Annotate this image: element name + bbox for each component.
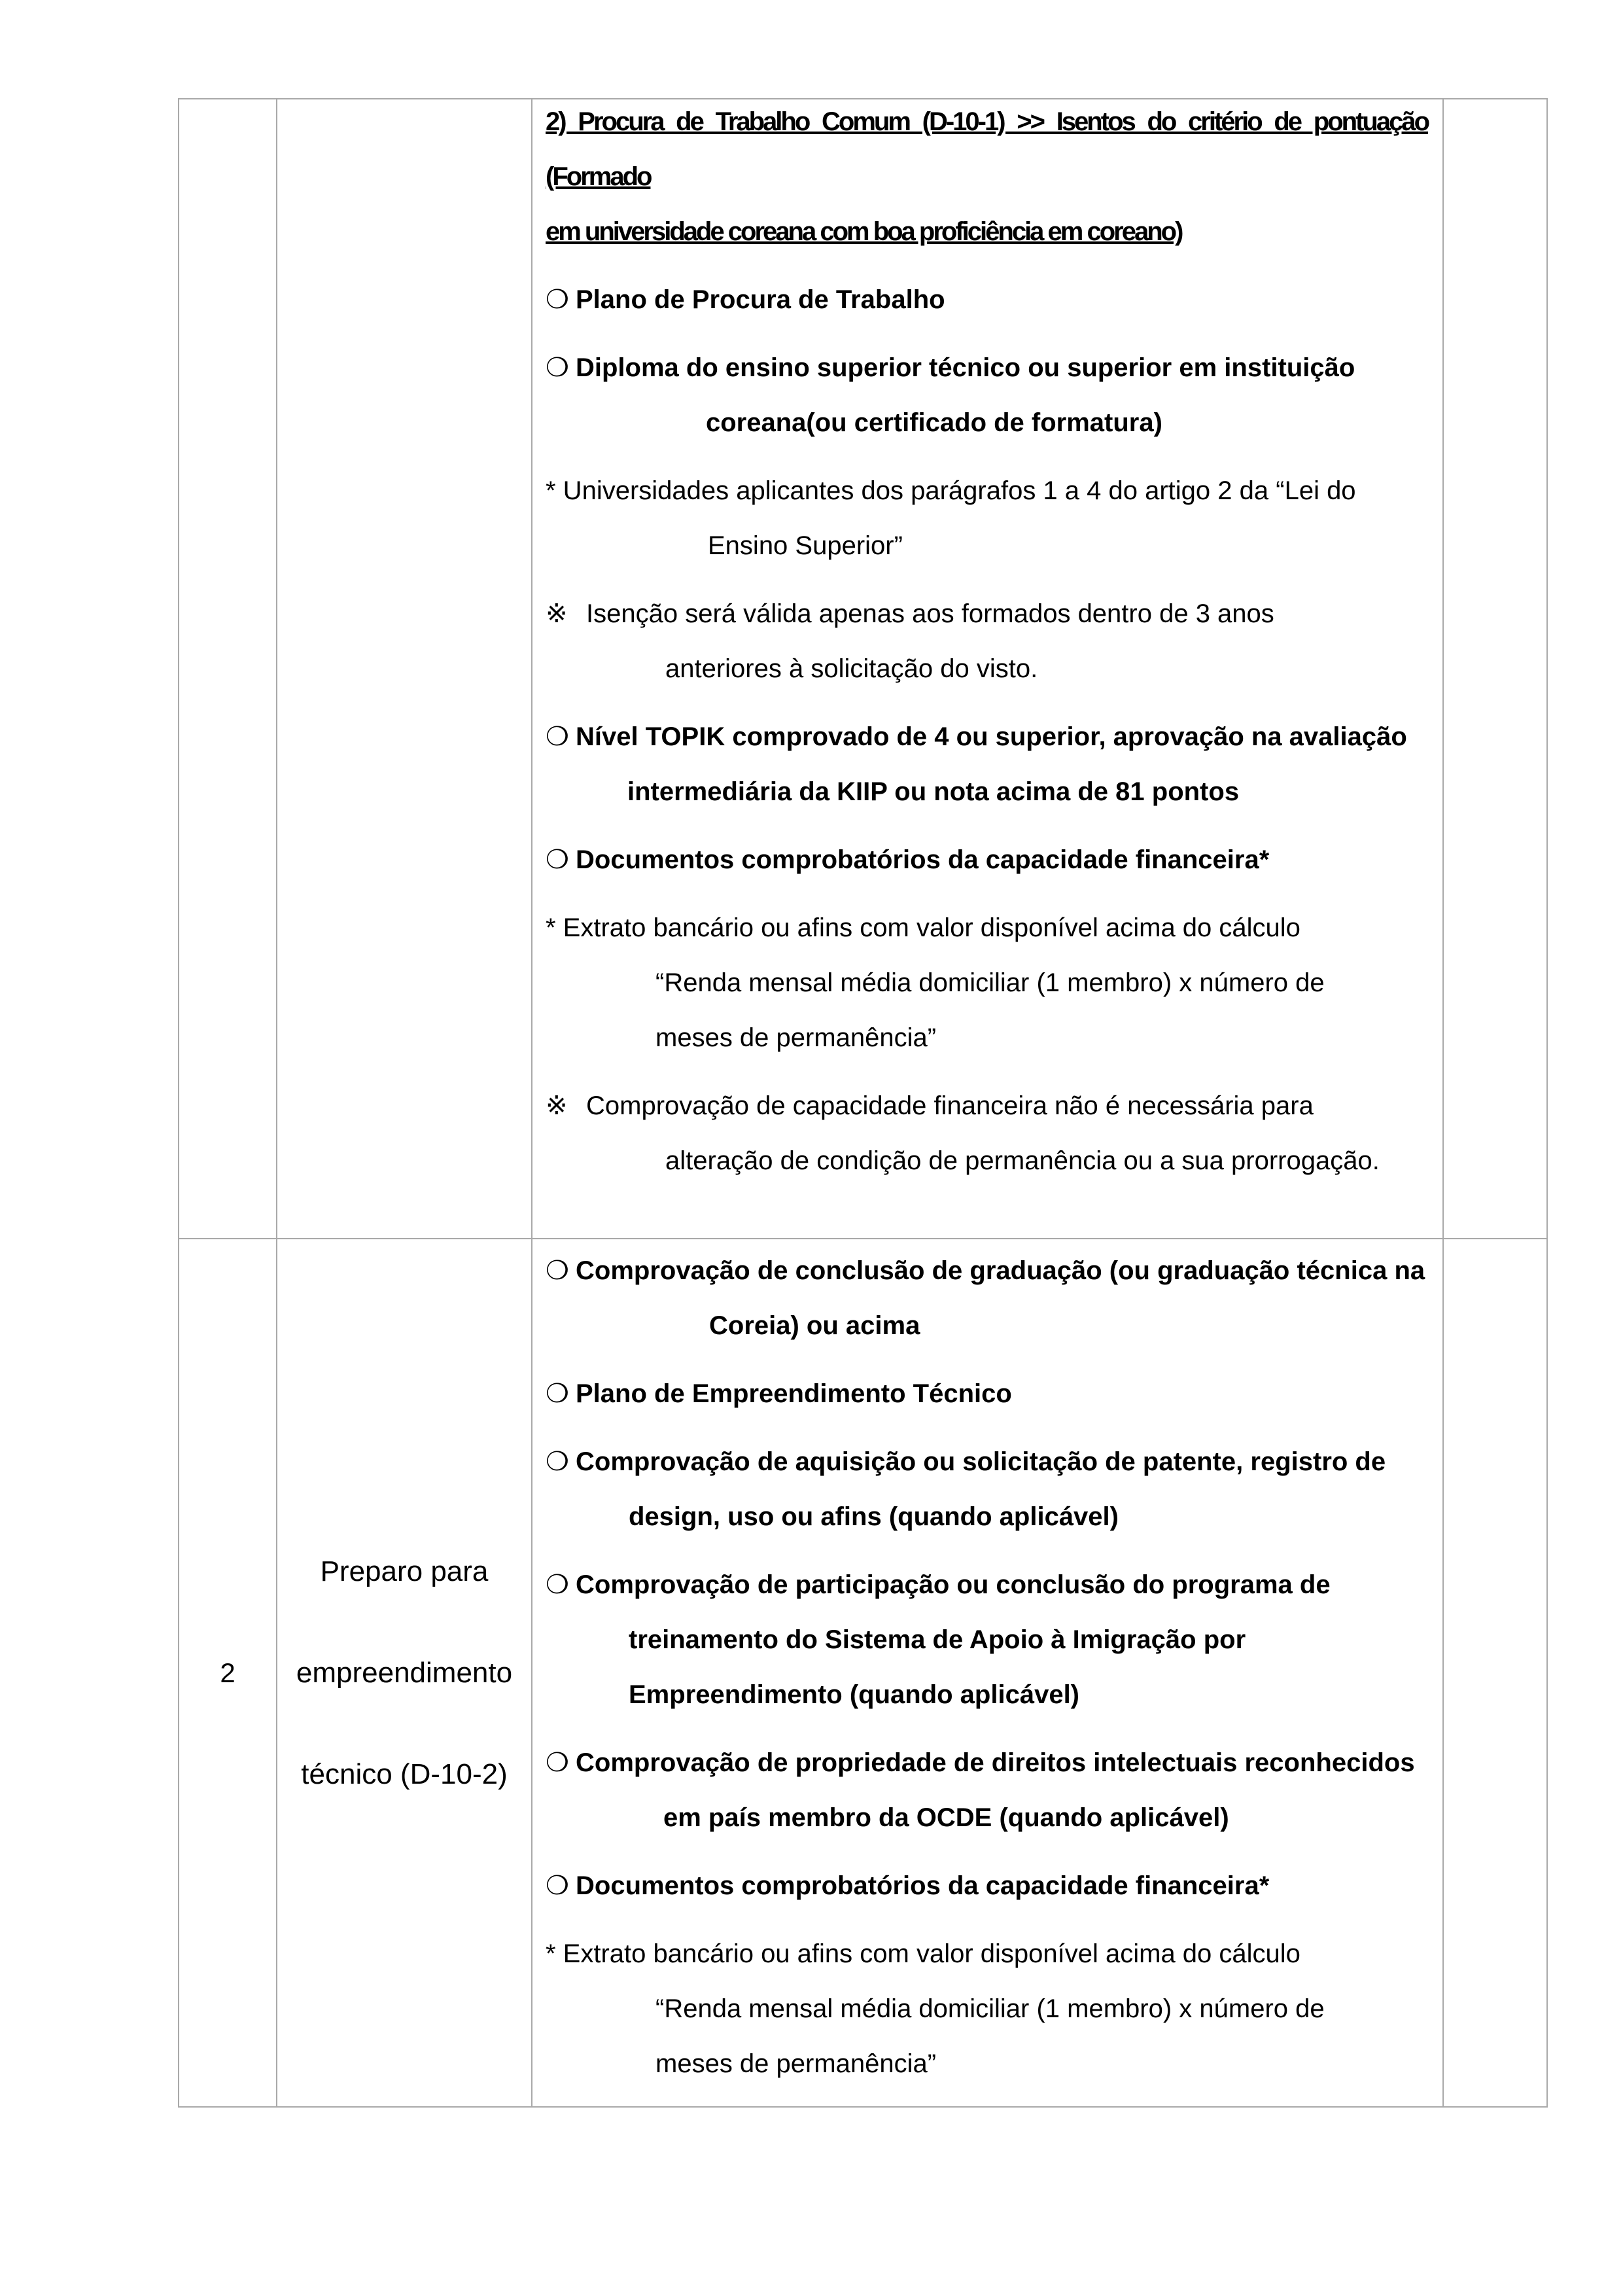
table-row: [179, 1239, 1547, 2107]
list-item: ❍ Comprovação de conclusão de graduação (ou graduação técnica na Coreia) ou acima: [546, 1243, 1428, 1353]
note-item: * Extrato bancário ou afins com valor disponível acima do cálculo “Renda mensal média domiciliar (1 membro) x número de meses de permanência”: [546, 913, 1325, 1052]
circle-bullet-icon: ❍: [546, 1748, 569, 1777]
reference-mark-icon: ※: [546, 599, 568, 628]
category-cell: [277, 99, 532, 1239]
section-heading: 2) Procura de Trabalho Comum (D-10-1) >> Isentos do critério de pontuação (Formado em universidade coreana com boa proficiência em coreano): [546, 107, 1428, 246]
circle-bullet-icon: ❍: [546, 1871, 569, 1900]
list-item: ❍ Comprovação de propriedade de direitos intelectuais reconhecidos em país membro da OCDE (quando aplicável): [546, 1735, 1428, 1845]
circle-bullet-icon: ❍: [546, 1570, 569, 1599]
list-item: ❍ Comprovação de aquisição ou solicitação de patente, registro de design, uso ou afins (quando aplicável): [546, 1434, 1428, 1544]
list-item: ❍ Nível TOPIK comprovado de 4 ou superior, aprovação na avaliação intermediária da KIIP ou nota acima de 81 pontos: [546, 709, 1428, 819]
note-item: * Universidades aplicantes dos parágrafos 1 a 4 do artigo 2 da “Lei do Ensino Superior”: [546, 476, 1356, 560]
list-item: ❍ Plano de Empreendimento Técnico: [546, 1366, 1428, 1421]
circle-bullet-icon: ❍: [546, 285, 569, 314]
requirements-table: [178, 98, 1548, 2108]
circle-bullet-icon: ❍: [546, 845, 569, 874]
extra-cell: [1443, 99, 1547, 1239]
circle-bullet-icon: ❍: [546, 1447, 569, 1476]
note-item: ※ Isenção será válida apenas aos formados dentro de 3 anos anteriores à solicitação do visto.: [546, 586, 1428, 696]
row-number: 2: [179, 1239, 277, 2107]
documents-cell: [532, 99, 1443, 1239]
table-row: [179, 99, 1547, 1239]
list-item: ❍ Comprovação de participação ou conclusão do programa de treinamento do Sistema de Apoio à Imigração por Empreendimento (quando aplicável): [546, 1557, 1428, 1722]
list-item: ❍ Documentos comprobatórios da capacidade financeira*: [546, 1858, 1428, 1913]
list-item: ❍ Plano de Procura de Trabalho: [546, 272, 1428, 327]
list-item: ❍ Documentos comprobatórios da capacidade financeira*: [546, 832, 1428, 887]
note-item: ※ Comprovação de capacidade financeira não é necessária para alteração de condição de permanência ou a sua prorrogação.: [546, 1078, 1428, 1188]
reference-mark-icon: ※: [546, 1091, 568, 1120]
circle-bullet-icon: ❍: [546, 353, 569, 382]
list-item: ❍ Diploma do ensino superior técnico ou superior em instituição coreana(ou certificado de formatura): [546, 340, 1428, 450]
number-cell: [179, 99, 277, 1239]
extra-cell: [1443, 1239, 1547, 2107]
circle-bullet-icon: ❍: [546, 722, 569, 751]
note-item: * Extrato bancário ou afins com valor disponível acima do cálculo “Renda mensal média domiciliar (1 membro) x número de meses de permanência”: [546, 1939, 1325, 2078]
circle-bullet-icon: ❍: [546, 1379, 569, 1408]
category-label: Preparo para empreendimento técnico (D-10-2): [277, 1239, 532, 2107]
documents-cell: [532, 1239, 1443, 2107]
circle-bullet-icon: ❍: [546, 1256, 569, 1285]
